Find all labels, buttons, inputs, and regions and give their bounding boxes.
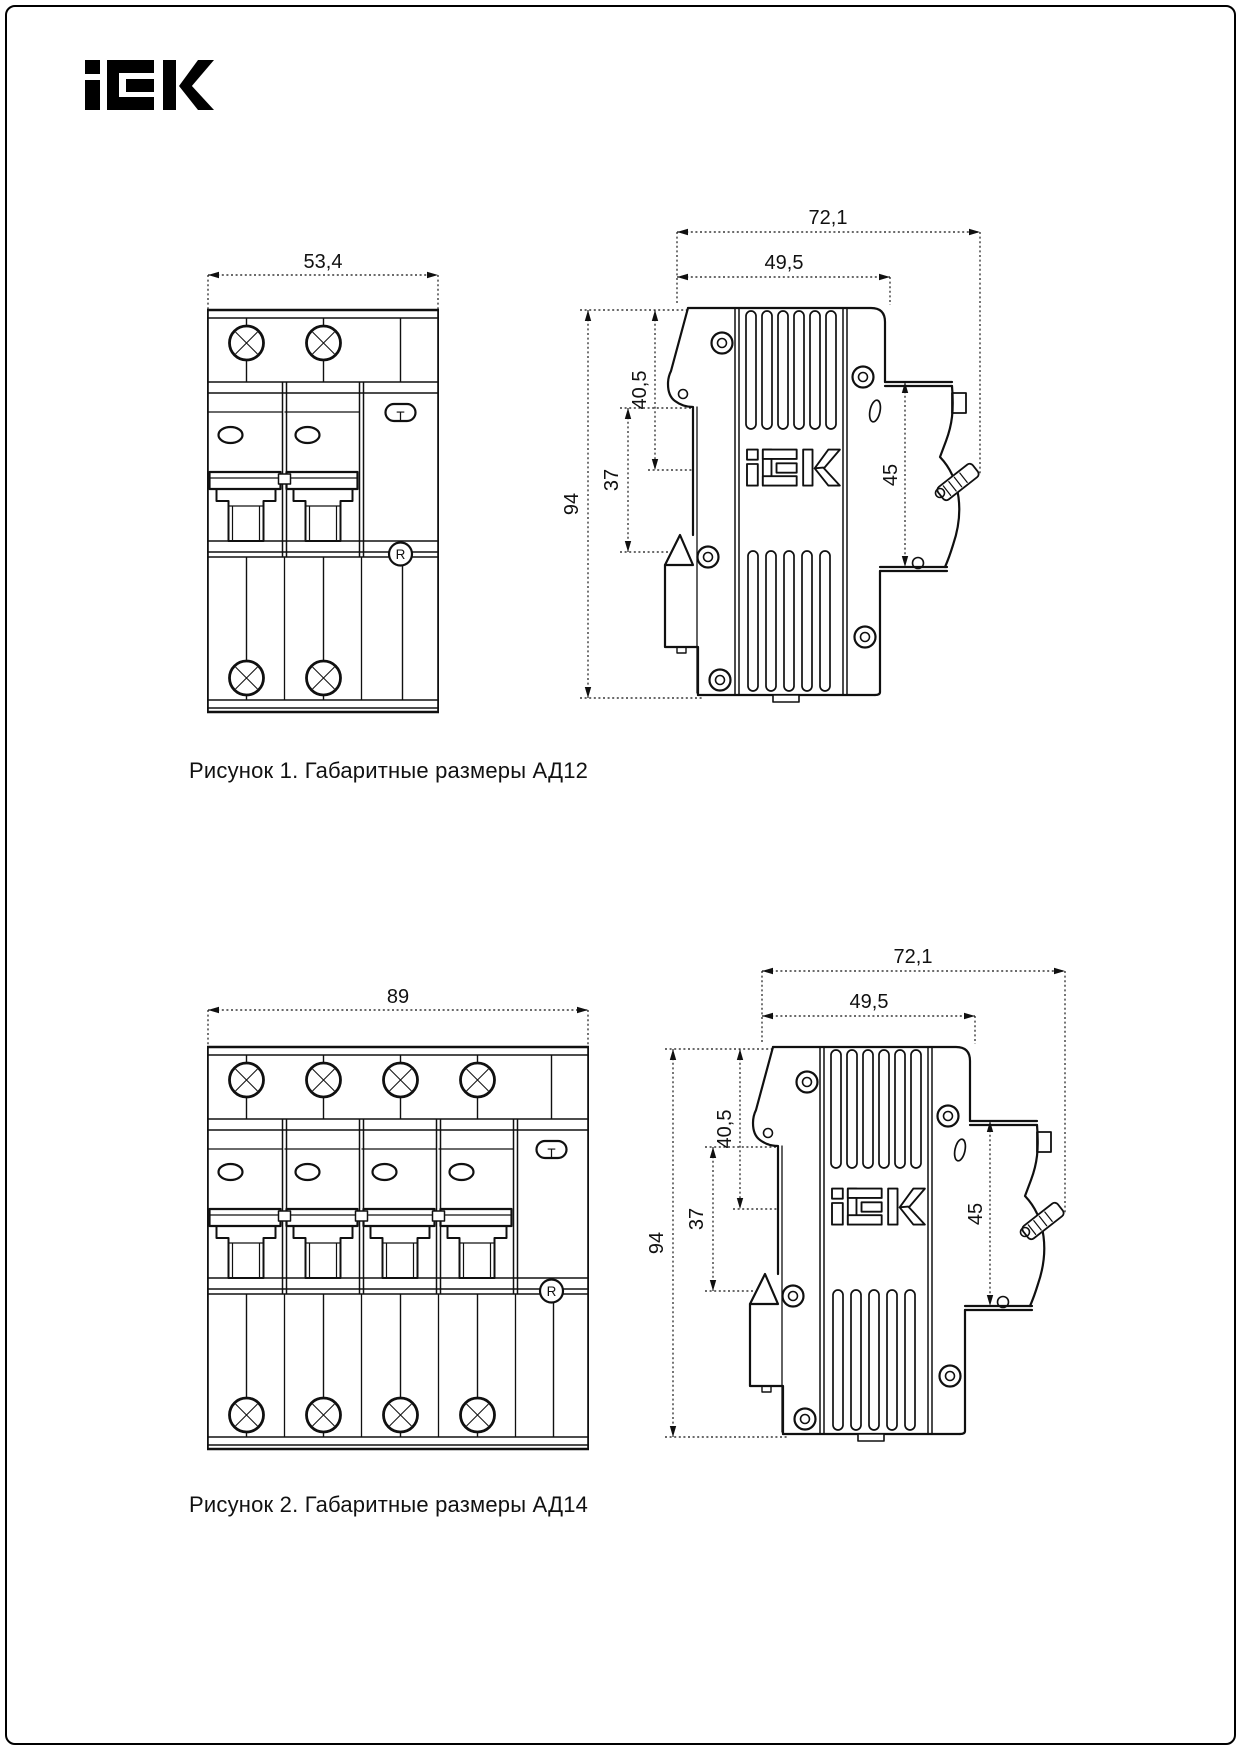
- figure2-caption: Рисунок 2. Габаритные размеры АД14: [189, 1492, 589, 1517]
- dim-depth-total: 72,1: [893, 946, 933, 968]
- test-button-label: T: [547, 1146, 556, 1161]
- reset-marking-label: R: [546, 1284, 557, 1299]
- fig1-side-view: [560, 195, 1030, 710]
- dim-top-to-rail: 40,5: [714, 1109, 736, 1149]
- dim-height: 94: [561, 492, 583, 516]
- dim-front-height: 45: [965, 1202, 987, 1226]
- iek-logo: [85, 55, 215, 113]
- dim-rail-clip: 37: [601, 468, 623, 492]
- figure1-caption: Рисунок 1. Габаритные размеры АД12: [189, 758, 589, 783]
- dim-front-height: 45: [880, 463, 902, 487]
- dim-rail-clip: 37: [686, 1207, 708, 1231]
- fig2-front-view: [207, 972, 589, 1453]
- fig2-side-view: [645, 934, 1115, 1449]
- fig1-front-view: [207, 240, 439, 716]
- dim-front-width: 53,4: [303, 251, 343, 273]
- test-button-label: T: [396, 409, 405, 424]
- reset-marking-label: R: [395, 547, 406, 562]
- dim-front-width: 89: [386, 986, 410, 1008]
- dim-depth-body: 49,5: [849, 991, 889, 1013]
- dim-height: 94: [646, 1231, 668, 1255]
- dim-depth-body: 49,5: [764, 252, 804, 274]
- dim-depth-total: 72,1: [808, 207, 848, 229]
- dim-top-to-rail: 40,5: [629, 370, 651, 410]
